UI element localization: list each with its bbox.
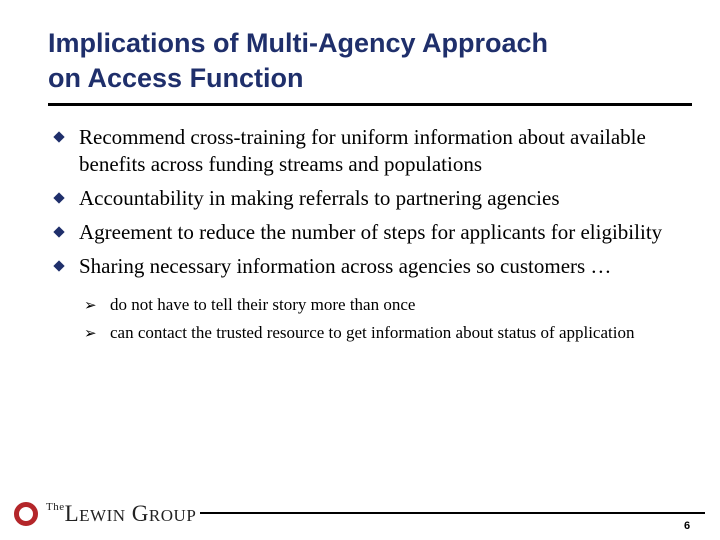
slide-title-line-2: on Access Function bbox=[48, 63, 304, 93]
title-divider bbox=[48, 103, 692, 106]
diamond-bullet-icon bbox=[53, 192, 64, 203]
bullet-item bbox=[50, 219, 670, 246]
bullet-text: Agreement to reduce the number of steps for applicants for eligibility bbox=[79, 220, 663, 244]
bullet-text: Recommend cross-training for uniform information about available benefits across funding streams and populations bbox=[79, 125, 646, 176]
sub-bullet-text: do not have to tell their story more than once bbox=[110, 295, 416, 314]
sub-bullet-item bbox=[50, 322, 670, 344]
arrow-bullet-icon: ➢ bbox=[84, 324, 97, 342]
diamond-bullet-icon bbox=[53, 131, 64, 142]
logo-roup: ROUP bbox=[148, 506, 197, 525]
lewin-logo-icon bbox=[14, 502, 38, 526]
bullet-item bbox=[50, 124, 670, 178]
footer-divider bbox=[200, 512, 705, 514]
diamond-bullet-icon bbox=[53, 260, 64, 271]
bullet-text: Sharing necessary information across agencies so customers … bbox=[79, 254, 612, 278]
diamond-bullet-icon bbox=[53, 226, 64, 237]
sub-bullet-item bbox=[50, 294, 670, 316]
bullet-list bbox=[50, 124, 670, 350]
logo-g: G bbox=[131, 501, 149, 526]
lewin-group-logo bbox=[46, 501, 196, 527]
sub-bullet-list bbox=[50, 294, 670, 344]
bullet-text: Accountability in making referrals to partnering agencies bbox=[79, 186, 560, 210]
slide-title bbox=[48, 26, 688, 96]
logo-l: L bbox=[64, 501, 80, 526]
sub-bullet-text: can contact the trusted resource to get information about status of application bbox=[110, 323, 635, 342]
logo-ewin: EWIN bbox=[79, 506, 126, 525]
bullet-item bbox=[50, 185, 670, 212]
page-number: 6 bbox=[684, 520, 691, 532]
arrow-bullet-icon: ➢ bbox=[84, 296, 97, 314]
logo-the: The bbox=[46, 501, 65, 513]
bullet-item bbox=[50, 253, 670, 280]
slide-title-line-1: Implications of Multi-Agency Approach bbox=[48, 28, 549, 58]
